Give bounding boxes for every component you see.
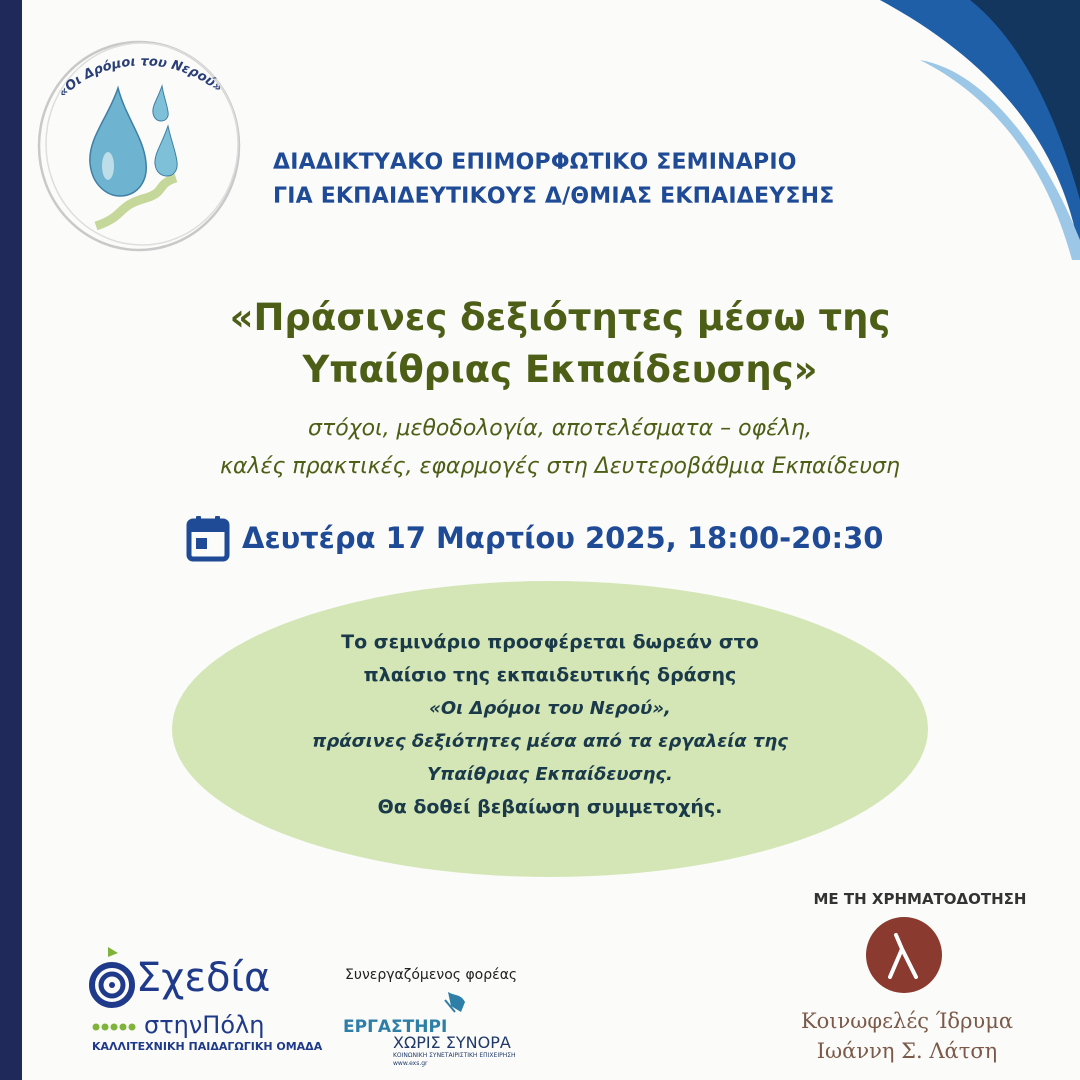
ergastiri-line-1: ΕΡΓΑΣΤΗΡΙ [343, 1017, 448, 1037]
corner-wave-decoration [840, 0, 1080, 260]
partner-label: Συνεργαζόμενος φορέας [345, 967, 518, 983]
ergastiri-logo [343, 990, 543, 1070]
info-text [172, 626, 928, 824]
ergastiri-line-2: ΧΩΡΙΣ ΣΥΝΟΡΑ [393, 1033, 511, 1052]
title-line-2: Υπαίθριας Εκπαίδευσης» [302, 348, 818, 391]
logo-title: «Οι Δρόμοι του Νερού» [55, 54, 226, 101]
latsis-line-1: Κοινωφελές Ίδρυμα [800, 1009, 1014, 1033]
title-line-1: «Πράσινες δεξιότητες μέσω της [229, 296, 891, 339]
schedia-line-2: στηνΠόλη [144, 1011, 265, 1039]
water-roads-logo [36, 38, 246, 253]
info-line-3: «Οι Δρόμοι του Νερού», [429, 698, 671, 719]
info-line-6: Θα δοθεί βεβαίωση συμμετοχής. [377, 796, 723, 818]
seminar-subtitle [60, 410, 1060, 486]
date-text: Δευτέρα 17 Μαρτίου 2025, 18:00-20:30 [242, 521, 884, 555]
seminar-title [60, 292, 1060, 396]
ergastiri-line-3: ΚΟΙΝΩΝΙΚΗ ΣΥΝΕΤΑΙΡΙΣΤΙΚΗ ΕΠΙΧΕΙΡΗΣΗ [393, 1052, 516, 1059]
schedia-line-1: Σχεδία [136, 955, 271, 1001]
subtitle-line-1: στόχοι, μεθοδολογία, αποτελέσματα – οφέλη, [308, 416, 812, 441]
info-line-1: Το σεμινάριο προσφέρεται δωρεάν στο [341, 631, 759, 653]
date-row [186, 512, 883, 564]
latsis-foundation-logo [864, 915, 944, 995]
latsis-line-2: Ιωάννη Σ. Λάτση [816, 1039, 998, 1063]
funding-label: ΜΕ ΤΗ ΧΡΗΜΑΤΟΔΟΤΗΣΗ [813, 890, 1027, 908]
header-line-1: ΔΙΑΔΙΚΤΥΑΚΟ ΕΠΙΜΟΡΦΩΤΙΚΟ ΣΕΜΙΝΑΡΙΟ [273, 150, 797, 175]
info-line-5: Υπαίθριας Εκπαίδευσης. [427, 764, 673, 785]
left-accent-bar [0, 0, 22, 1080]
latsis-foundation-name [782, 1006, 1032, 1066]
schedia-caption: ΚΑΛΛΙΤΕΧΝΙΚΗ ΠΑΙΔΑΓΩΓΙΚΗ ΟΜΑΔΑ [92, 1040, 323, 1053]
seminar-header [273, 146, 1033, 214]
header-line-2: ΓΙΑ ΕΚΠΑΙΔΕΥΤΙΚΟΥΣ Δ/ΘΜΙΑΣ ΕΚΠΑΙΔΕΥΣΗΣ [273, 184, 835, 209]
info-line-2: πλαίσιο της εκπαιδευτικής δράσης [363, 664, 737, 686]
info-line-4: πράσινες δεξιότητες μέσα από τα εργαλεία της [312, 731, 788, 752]
calendar-icon [186, 514, 230, 562]
ergastiri-url: www.exs.gr [393, 1060, 428, 1067]
subtitle-line-2: καλές πρακτικές, εφαρμογές στη Δευτεροβάθμια Εκπαίδευση [220, 454, 900, 479]
